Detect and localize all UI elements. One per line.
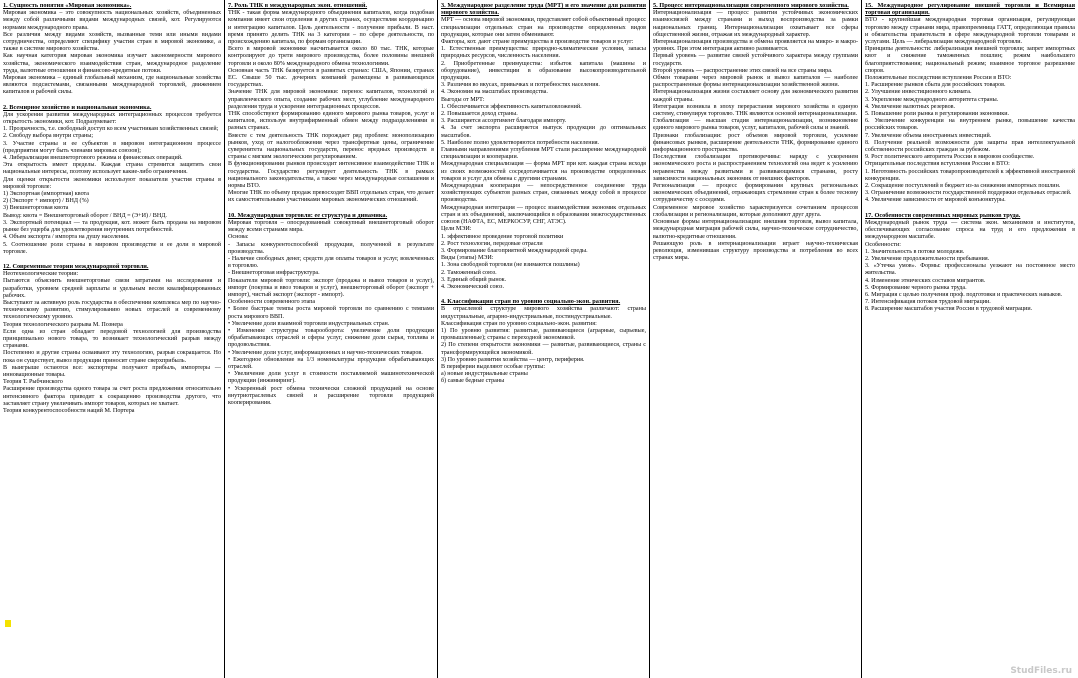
section	[3, 104, 221, 256]
column-divider	[437, 0, 438, 678]
text-cursor	[5, 620, 11, 627]
section-heading: 7. Роль ТНК в международных экон. отношений.	[228, 2, 368, 9]
paragraph: - Наличие свободных денег, средств для оплаты товаров и услуг, вовлеченных в торговлю.	[228, 255, 434, 270]
section-heading: 10. Международная торговля: ее структура и динамика.	[228, 211, 388, 219]
paragraph: 4. Увеличение валютных резервов.	[865, 103, 956, 110]
paragraph: 7. Интенсификация потоков трудовой миграции.	[865, 299, 991, 306]
paragraph: 4. Увеличение зависимости от мировой конъюнктуры.	[865, 197, 1006, 204]
paragraph: 4. Объем экспорта / импорта на душу населения.	[3, 234, 130, 241]
paragraph: Все различия между видами хозяйств, вызванные теми или иными видами сотрудничества, определяют специфику участия стран в мировой экономике, а также в системе мирового хозяйства.	[3, 31, 221, 53]
paragraph: Современное мировое хозяйство характеризуется сочетанием процессов глобализации и регионализации, которые дополняют друг друга.	[653, 204, 858, 218]
paragraph: Вывод: квота = Внешнеторговый оборот / ВНД = (Э+И) / ВНД.	[3, 212, 167, 219]
paragraph: ТНК способствуют формированию единого мирового рынка товаров, услуг и капиталов, используя внутрифирменный обмен между подразделениями в разных странах.	[228, 111, 434, 132]
section	[228, 212, 434, 407]
section-heading: 4. Классификация стран по уровню социально-экон. развития.	[441, 298, 621, 306]
paragraph: Интернационализация — процесс развития устойчивых экономических взаимосвязей между странами и выход воспроизводства за рамки национальных границ. Интернационализация охватывает все сферы общественной жизни, отражая их международный характер.	[653, 10, 858, 38]
paragraph: Особенности современного этапа	[228, 299, 316, 306]
paragraph: Всего в мировой экономике насчитывается около 80 тыс. ТНК, которые контролируют до трети мирового производства, более половины внешней торговли и около 80% международного обмена технологиями.	[228, 46, 434, 67]
section	[653, 2, 858, 262]
paragraph: • Увеличение доли взаимной торговли индустриальных стран.	[228, 320, 390, 327]
paragraph: 2. Свободу выбора внутри страны;	[3, 133, 94, 140]
paragraph: • Изменение структуры товарооборота: увеличение доли продукции обрабатывающих отраслей и сферы услуг, снижение доли сырья, топлива и продовольствия.	[228, 327, 434, 349]
paragraph: Обмен товарами через мировой рынок и вывоз капиталов — наиболее распространенные формы интернационализации хозяйственной жизни.	[653, 75, 858, 89]
paragraph: 2. Таможенный союз.	[441, 269, 497, 276]
paragraph: Как научная категория мировая экономика изучает закономерности мирового хозяйства, экономического взаимодействия стран, международное разделение труда, валютные отношения и финансово-кредитные потоки.	[3, 53, 221, 74]
paragraph: 3. Единый общий рынок.	[441, 276, 507, 283]
paragraph: 2. Увеличение продолжительности пребывания.	[865, 255, 990, 262]
paragraph: 5. Соотношение роли страны в мировом производстве и ее доли в мировой торговле.	[3, 241, 221, 255]
column-divider	[649, 0, 650, 678]
paragraph: Международная интеграция — процесс взаимодействия экономик отдельных стран и их объединений, заключающийся в образовании межгосударственных союзов (НАФТА, ЕС, МЕРКОСУР, СНГ, АТЭС).	[441, 204, 646, 226]
section	[865, 212, 1075, 314]
paragraph: Факторы, кот. дают стране преимущества в производстве товаров и услуг:	[441, 39, 634, 46]
paragraph: 3. Участие страны и ее субъектов в мировом интеграционном процессе (предприятия могут быть членами мировых союзов);	[3, 140, 221, 154]
paragraph: Первый уровень — развитие связей устойчивого характера между группами государств.	[653, 53, 858, 67]
paragraph: Решающую роль в интернационализации играет научно-техническая революция, изменившая структуру производства и потребления во всех странах мира.	[653, 240, 858, 262]
paragraph: Расширение производства одного товара за счет роста предложения относительно интенсивного фактора приводит к сокращению производства другого, что заставляет страну увеличивать импорт товаров, которых не хватает.	[3, 386, 221, 407]
paragraph: 1. Естественные преимущества: природно-климатические условия, запасы природных ресурсов, численность населения.	[441, 46, 646, 60]
paragraph: Отрицательные последствия вступления России в ВТО:	[865, 161, 1010, 168]
section-heading: 2. Всемирное хозяйство и национальная экономика.	[3, 103, 152, 111]
paragraph: 3. Формирование благоприятной международной среды.	[441, 247, 588, 254]
paragraph: Выгоды от МРТ:	[441, 96, 485, 103]
paragraph: Основа:	[228, 234, 249, 241]
section	[3, 2, 221, 97]
paragraph: 4. Экономия на масштабах производства.	[441, 89, 548, 96]
section-heading: 12. Современные теории международной торговли.	[3, 262, 149, 270]
paragraph: • Увеличение доли услуг, информационных и научно-технических товаров.	[228, 349, 423, 356]
paragraph: Последствия глобализации противоречивы: наряду с ускорением экономического роста и распространением технологий она ведет к усилению неравенства между развитыми и развивающимися странами, росту зависимости национальных экономик от внешних факторов.	[653, 154, 858, 182]
paragraph: Признаки глобализации: рост объемов мировой торговли, усиление финансовых рынков, расширение деятельности ТНК, формирование единого информационного пространства.	[653, 132, 858, 154]
paragraph: 2. Сокращение поступлений в бюджет из-за снижения импортных пошлин.	[865, 183, 1061, 190]
section	[441, 2, 646, 291]
paragraph: Виды (этапы) МЭИ:	[441, 255, 494, 262]
paragraph: 7. Увеличение объема иностранных инвестиций.	[865, 132, 992, 139]
paragraph: Мировая экономика – это совокупность национальных хозяйств, объединенных между собой различными видами международных связей, кот. Регулируются нормами международного права.	[3, 10, 221, 31]
paragraph: Регионализация — процесс формирования крупных региональных экономических объединений, отражающих стремление стран к более тесному сотрудничеству с соседями.	[653, 183, 858, 204]
paragraph: 3) Внешнеторговая квота	[3, 205, 69, 212]
text-column-4	[653, 2, 858, 674]
text-column-5	[865, 2, 1075, 674]
paragraph: Глобализация — высшая стадия интернационализации, возникновение единого мирового рынка товаров, услуг, капиталов, рабочей силы и знаний.	[653, 118, 858, 132]
paragraph: 3. Различия во вкусах, привычках и потребностях населения.	[441, 82, 600, 89]
paragraph: Второй уровень — распространение этих связей на все страны мира.	[653, 67, 833, 74]
paragraph: а) новые индустриальные страны	[441, 371, 528, 378]
paragraph: Мировая экономика – единый глобальный механизм, где национальные хозяйства являются подсистемами, связанными международной торговлей, движением капиталов и рабочей силы.	[3, 75, 221, 96]
paragraph: Международная кооперация — непосредственное соединение труда хозяйствующих субъектов разных стран, связанных между собой в процессе производства.	[441, 183, 646, 204]
paragraph: Пытаются объяснить внешнеторговые связи затратами на исследования и разработки, уровнем средней зарплаты и удельным весом квалифицированных рабочих.	[3, 278, 221, 299]
paragraph: 3. Расширяется ассортимент благодаря импорту.	[441, 118, 567, 125]
paragraph: Принципы деятельности: либерализация внешней торговли; запрет импортных квот и снижение таможенных пошлин; режим наибольшего благоприятствования; национальный режим; взаимное торговое разрешение споров.	[865, 46, 1075, 74]
section	[3, 263, 221, 415]
paragraph: 4. Либерализация внешнеторгового режима и финансовых операций.	[3, 155, 183, 162]
paragraph: 1. Обеспечивается эффективность капиталовложений.	[441, 103, 582, 110]
paragraph: Вместе с тем деятельность ТНК порождает ряд проблем: монополизацию рынков, уход от налогообложения через трансфертные цены, ограничение суверенитета национальных государств, перенос вредных производств в страны с мягким экологическим регулированием.	[228, 132, 434, 161]
paragraph: Теория технологического разрыва М. Познера	[3, 321, 123, 328]
text-column-2	[228, 2, 434, 674]
paragraph: Теория конкурентоспособности наций М. Портера	[3, 407, 135, 414]
paragraph: 3. «Утечка умов». Формы: профессионалы уезжают на постоянное место жительства.	[865, 263, 1075, 277]
text-column-1	[3, 2, 221, 674]
text-column-3	[441, 2, 646, 674]
paragraph: Для ускорения развития международных интеграционных процессов требуется открытость экономики, кот. Подразумевает:	[3, 111, 221, 126]
paragraph: Цели МЭИ:	[441, 226, 472, 233]
section-heading: 3. Международное разделение труда (МРТ) и его значение для развития мирового хозяйства.	[441, 2, 646, 17]
paragraph: ВТО - крупнейшая международная торговая организация, регулирующая торговлю между странами мира, правопреемница ГАТТ, определяющая правила и обязательства правительств в сфере международной торговли товарами и услугами. Цель — либерализация международной торговли.	[865, 17, 1075, 46]
paragraph: 6. Увеличение конкуренции на внутреннем рынке, повышение качества российских товаров.	[865, 118, 1075, 132]
paragraph: 4. Экономический союз.	[441, 283, 504, 290]
paragraph: Постепенно и другие страны осваивают эту технологию, разрыв сокращается. Но пока он существует, вывоз продукции приносит стране сверхприбыль.	[3, 350, 221, 364]
paragraph: б) самые бедные страны	[441, 378, 505, 385]
paragraph: 8. Расширение масштабов участия России в трудовой миграции.	[865, 306, 1033, 313]
paragraph: 4. Изменение этнических составов мигрантов.	[865, 277, 986, 284]
paragraph: В выигрыше остаются все: экспортеры получают прибыль, импортеры — инновационные товары.	[3, 364, 221, 378]
paragraph: В периферии выделяют особые группы:	[441, 363, 546, 370]
paragraph: Положительные последствия вступления России в ВТО:	[865, 75, 1012, 82]
paragraph: • Ежегодное обновление на 1/3 номенклатуры продукции обрабатывающих отраслей.	[228, 356, 434, 370]
section-heading: 17. Особенности современных мировых рынков труда.	[865, 211, 1021, 219]
section-heading: 5. Процесс интернационализации современного мирового хозяйства.	[653, 2, 849, 9]
paragraph: Основные формы интернационализации: внешняя торговля, вывоз капитала, международная миграция рабочей силы, научно-техническое сотрудничество, валютно-кредитные отношения.	[653, 219, 858, 240]
paragraph: Интернационализация производства и обмена проявляется на микро- и макро- уровнях. При этом интеграция активно развивается.	[653, 39, 858, 53]
paragraph: Многие ТНК по объему продаж превосходят ВВП отдельных стран, что делает их самостоятельными участниками мировых экономических отношений.	[228, 190, 434, 204]
paragraph: - Запасы конкурентоспособной продукции, полученной в результате производства.	[228, 241, 434, 255]
paragraph: Международная специализация — форма МРТ при кот. каждая страна исходя из своих возможностей сосредотачивается на производстве определенных товаров и услуг для обмена с другими странами.	[441, 161, 646, 182]
paragraph: 3. Ограничение возможности государственной поддержки отдельных отраслей.	[865, 190, 1072, 197]
column-divider	[861, 0, 862, 678]
paragraph: 9. Рост политического авторитета России в мировом сообществе.	[865, 154, 1035, 161]
paragraph: 2. Рост технологии, передовые отрасли	[441, 240, 543, 247]
column-divider	[224, 0, 225, 678]
paragraph: В функционировании рынков происходит интенсивное взаимодействие ТНК и государства. Государство регулирует деятельность ТНК в рамках национального законодательства, а также через международные соглашения и нормы ВТО.	[228, 161, 434, 190]
paragraph: 8. Получение реальной возможности для защиты прав интеллектуальной собственности российских граждан за рубежом.	[865, 139, 1075, 154]
paragraph: Основная часть ТНК базируется в развитых странах: США, Японии, странах ЕС. Свыше 50 тыс. дочерних компаний размещены в развивающихся государствах.	[228, 67, 434, 89]
paragraph: 2) По степени открытости экономики — развитые, развивающиеся, страны с трансформирующейся экономикой.	[441, 342, 646, 356]
section	[228, 2, 434, 205]
paragraph: 1) Экспортная (импортная) квота	[3, 191, 89, 198]
paragraph: 2. Повышается доход страны.	[441, 111, 518, 118]
paragraph: 5. Наиболее полно удовлетворяются потребности населения.	[441, 139, 600, 146]
paragraph: МРТ — основа мировой экономики, представляет собой объективный процесс специализации отдельных стран на производстве определенных видов продукции, которые они затем обменивают.	[441, 17, 646, 38]
paragraph: 6. Миграция с целью получения проф. подготовки и практических навыков.	[865, 291, 1063, 298]
paragraph: 2. Приобретенные преимущества: избыток капитала (машины и оборудование), инвестиции в образование высокопроизводительной продукции.	[441, 60, 646, 82]
paragraph: • Увеличение доли услуг в стоимости поставляемой машинотехнической продукции (инжиниринг).	[228, 371, 434, 385]
paragraph: 1. Прозрачность, т.е. свободный доступ ко всем участникам хозяйственных связей;	[3, 126, 219, 133]
paragraph: 1. Расширение рынков сбыта для российских товаров.	[865, 82, 1006, 89]
paragraph: Эта открытость имеет пределы. Каждая страна стремится защитить свои национальные интересы, поэтому использует какие-либо ограничения.	[3, 162, 221, 176]
paragraph: 5. Формирование черного рынка труда.	[865, 284, 967, 291]
paragraph: Интеграция возникла в эпоху перерастания мирового хозяйства в единую систему, стимулируя торговлю. ТНК являются основой интернационализации.	[653, 103, 858, 118]
paragraph: Мировая торговля – опосредованный совокупный внешнеторговый оборот между всеми странами мира.	[228, 219, 434, 234]
paragraph: 2. Улучшение инвестиционного климата.	[865, 89, 972, 96]
section	[865, 2, 1075, 205]
paragraph: Международный рынок труда — система экон. механизмов и институтов, обеспечивающих согласование спроса на труд и его предложения в международном масштабе.	[865, 219, 1075, 241]
paragraph: Для оценки открытости экономики используют показатели участия страны в мировой торговле:	[3, 176, 221, 190]
section-heading: 15. Международное регулирование внешней торговли и Всемирная торговая организация.	[865, 2, 1075, 17]
paragraph: 4. За счет экспорта расширяется выпуск продукции до оптимальных масштабов.	[441, 125, 646, 139]
paragraph: 3. Экспортный потенциал — та продукция, кот. может быть продана на мировом рынке без ущерба для удовлетворения внутренних потребностей.	[3, 219, 221, 234]
paragraph: Теория Т. Рыбчинского	[3, 379, 63, 386]
paragraph: Если одна из стран обладает передовой технологией для производства принципиально нового товара, то возникает технологический разрыв между странами.	[3, 328, 221, 350]
paragraph: 1) По уровню развития: развитые, развивающиеся (аграрные, сырьевые, промышленные); страны с переходной экономикой.	[441, 327, 646, 342]
paragraph: В отраслевой структуре мирового хозяйства различают: страны индустриальные, аграрно-индустриальные, постиндустриальные.	[441, 306, 646, 320]
paragraph: Особенности:	[865, 241, 901, 248]
paragraph: 1. Зона свободной торговли (не взимаются пошлины)	[441, 262, 580, 269]
section-heading: 1. Сущность понятия «Мировая экономика».	[3, 2, 132, 9]
paragraph: Показатели мировой торговли: экспорт (продажа и вывоз товаров и услуг), импорт (покупка и ввоз товаров и услуг), внешнеторговый оборот (экспорт + импорт), чистый экспорт (экспорт - импорт).	[228, 277, 434, 298]
paragraph: Интернационализация жизни составляет основу для экономического развития каждой страны.	[653, 89, 858, 103]
paragraph: 1. Значительность в потоке молодежи.	[865, 248, 965, 255]
paragraph: • Ускоренный рост обмена технически сложной продукцией на основе внутриотраслевых связей и расширение торговли продукцией кооперирования.	[228, 385, 434, 406]
paragraph: 5. Повышение роли рынка в регулировании экономики.	[865, 111, 1009, 118]
paragraph: Неотехнологические теории:	[3, 271, 79, 278]
paragraph: Классификация стран по уровню социально-экон. развития:	[441, 320, 597, 327]
paragraph: 1. Неготовность российских товаропроизводителей к эффективной иностранной конкуренции.	[865, 168, 1075, 182]
paragraph: 2) (Экспорт + импорт) / ВНД (%)	[3, 198, 89, 205]
paragraph: - Внешнеторговая инфраструктура.	[228, 270, 320, 277]
paragraph: Значение ТНК для мировой экономики: перенос капиталов, технологий и управленческого опыта, создание рабочих мест, углубление международного разделения труда и ускорение интеграционных процессов.	[228, 89, 434, 110]
paragraph: • Более быстрые темпы роста мировой торговли по сравнению с темпами роста мирового ВВП.	[228, 306, 434, 320]
paragraph: 3. Укрепление международного авторитета страны.	[865, 96, 999, 103]
paragraph: ТНК - такая форма международного объединения капиталов, когда подобная компания имеет свои отделения в других странах, осуществляя координацию и интеграцию капиталов. Цель деятельности - получение прибыли. В наст. время принято делить ТНК на 3 категории – по сфере деятельности, по происхождению капитала, по формам организации.	[228, 10, 434, 46]
paragraph: Главными направлениями углубления МРТ стали расширение международной специализации и кооперации.	[441, 147, 646, 161]
paragraph: Выступают за активную роль государства в обеспечении комплекса мер по научно-техническому развитию, стимулированию новых отраслей и современному технологическому уровню.	[3, 299, 221, 321]
section	[441, 298, 646, 385]
paragraph: 1. эффективное проведение торговой политики	[441, 233, 564, 240]
paragraph: 3) По уровню развития хозяйства — центр, периферия.	[441, 356, 585, 363]
watermark: StudFiles.ru	[1010, 666, 1072, 676]
